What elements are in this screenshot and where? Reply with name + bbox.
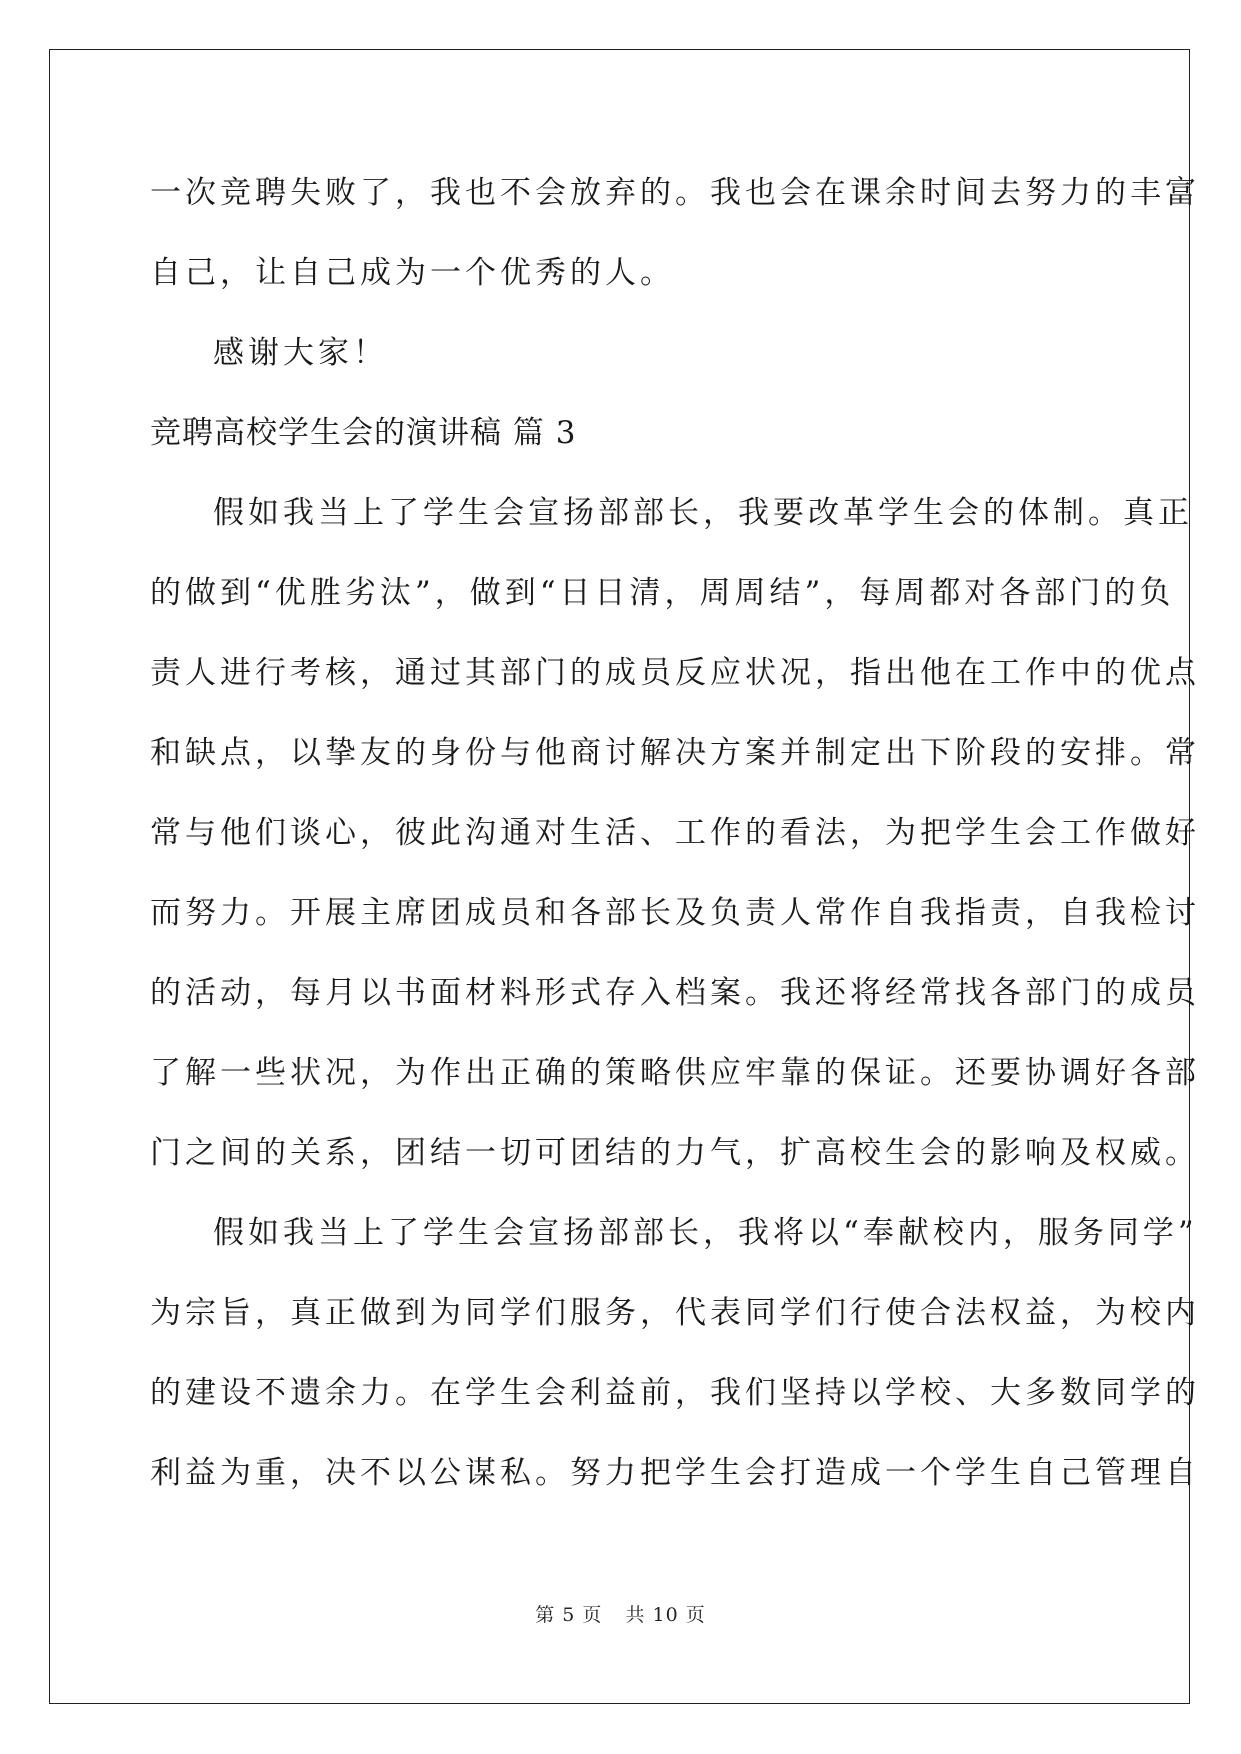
total-page-count: 共 10 页 — [625, 1604, 706, 1626]
body-line: 自己，让自己成为一个优秀的人。 — [150, 255, 675, 291]
body-line: 为宗旨，真正做到为同学们服务，代表同学们行使合法权益，为校内 — [150, 1295, 1200, 1331]
body-line: 常与他们谈心，彼此沟通对生活、工作的看法，为把学生会工作做好 — [150, 815, 1200, 851]
body-line: 责人进行考核，通过其部门的成员反应状况，指出他在工作中的优点 — [150, 655, 1200, 691]
body-line: 的做到“优胜劣汰”，做到“日日清，周周结”，每周都对各部门的负 — [150, 575, 1175, 611]
page-footer — [0, 1600, 1241, 1627]
body-line: 的活动，每月以书面材料形式存入档案。我还将经常找各部门的成员 — [150, 975, 1200, 1011]
body-line: 假如我当上了学生会宣扬部部长，我要改革学生会的体制。真正 — [213, 495, 1193, 531]
section-heading: 竞聘高校学生会的演讲稿 篇 3 — [150, 415, 577, 451]
body-line: 假如我当上了学生会宣扬部部长，我将以“奉献校内，服务同学” — [213, 1215, 1198, 1251]
current-page-number: 第 5 页 — [535, 1604, 603, 1626]
body-line: 一次竞聘失败了，我也不会放弃的。我也会在课余时间去努力的丰富 — [150, 175, 1200, 211]
body-line: 的建设不遗余力。在学生会利益前，我们坚持以学校、大多数同学的 — [150, 1375, 1200, 1411]
body-line: 感谢大家！ — [213, 335, 388, 371]
body-line: 和缺点，以挚友的身份与他商讨解决方案并制定出下阶段的安排。常 — [150, 735, 1200, 771]
body-line: 利益为重，决不以公谋私。努力把学生会打造成一个学生自己管理自 — [150, 1455, 1200, 1491]
body-line: 而努力。开展主席团成员和各部长及负责人常作自我指责，自我检讨 — [150, 895, 1200, 931]
body-line: 门之间的关系，团结一切可团结的力气，扩高校生会的影响及权威。 — [150, 1135, 1200, 1171]
document-body — [150, 153, 1200, 1513]
body-line: 了解一些状况，为作出正确的策略供应牢靠的保证。还要协调好各部 — [150, 1055, 1200, 1091]
